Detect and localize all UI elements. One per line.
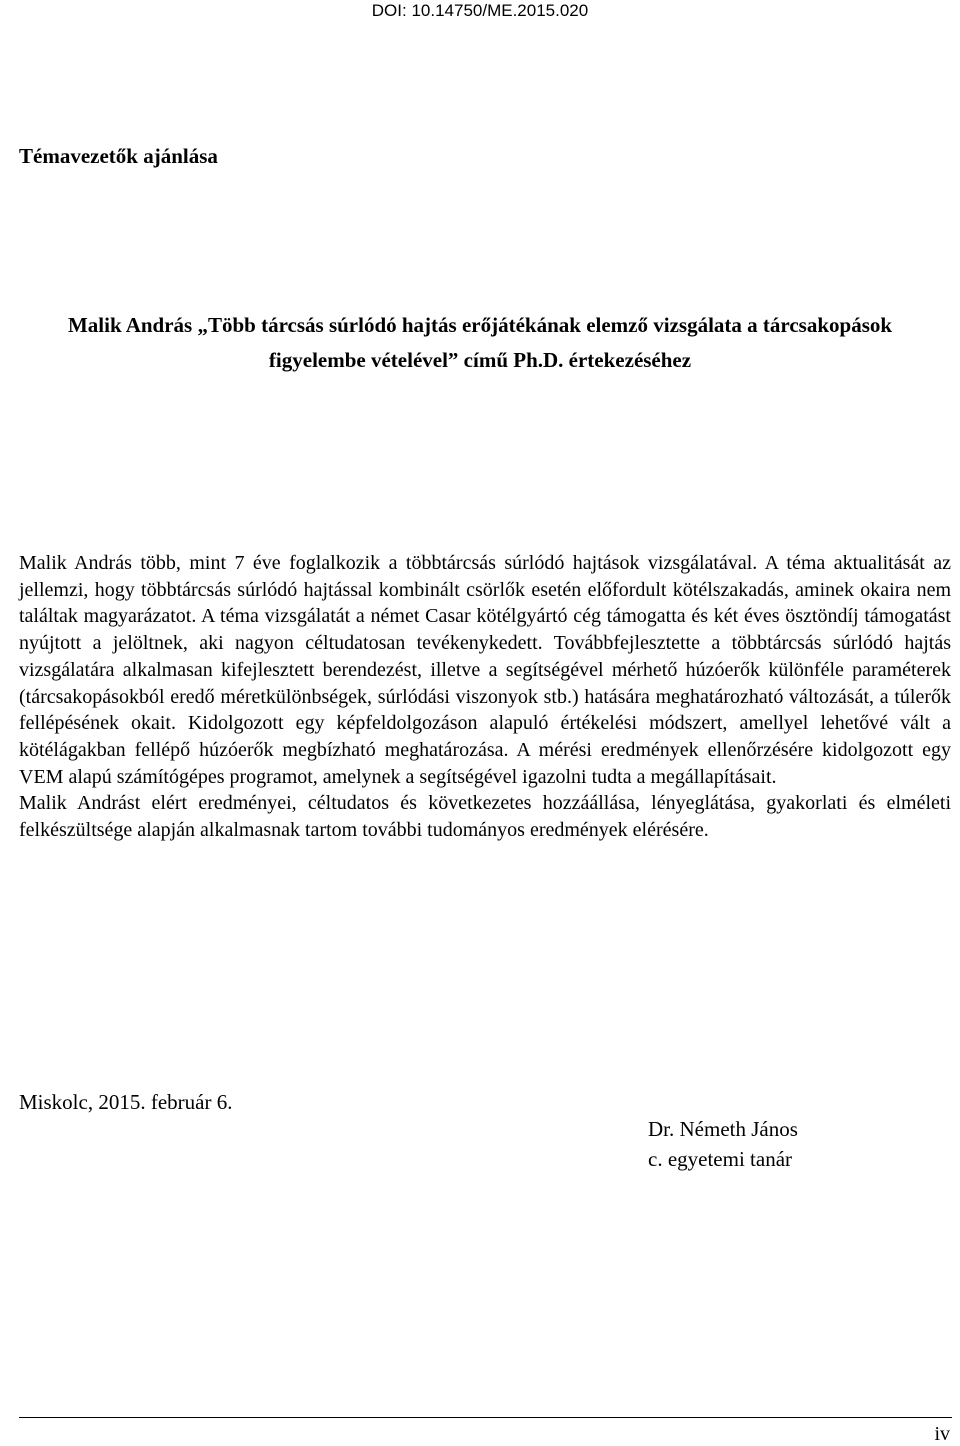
footer-divider (19, 1417, 952, 1418)
page-number: iv (934, 1423, 950, 1445)
dissertation-title-line-1: Malik András „Több tárcsás súrlódó hajtás erőjátékának elemző vizsgálata a tárcsakopások (67, 313, 893, 337)
page-heading: Témavezetők ajánlása (19, 144, 218, 168)
dissertation-title (19, 308, 941, 378)
doi-header: DOI: 10.14750/ME.2015.020 (371, 1, 589, 20)
dissertation-title-line-2: figyelembe vételével” című Ph.D. értekezéséhez (268, 348, 692, 372)
signer-name: Dr. Németh János (648, 1117, 798, 1141)
recommendation-paragraph-1: Malik András több, mint 7 éve foglalkozik a többtárcsás súrlódó hajtások vizsgálatával. A téma aktualitását az jellemzi, hogy többtárcsás súrlódó hajtással kombinált csörlők esetén előfordult kötélszakadás, aminek okaira nem találtak magyarázatot. A téma vizsgálatát a német Casar kötélgyártó cég támogatta és két éves ösztöndíj támogatást nyújtott a jelöltnek, aki nagyon céltudatosan tevékenykedett. Továbbfejlesztette a többtárcsás súrlódó hajtás vizsgálatára alkalmasan kifejlesztett berendezést, illetve a segítségével mérhető húzóerők különféle paraméterek (tárcsakopásokból eredő méretkülönbségek, súrlódási viszonyok stb.) hatására meghatározható változását, a túlerők fellépésének okait. Kidolgozott egy képfeldolgozáson alapuló értékelési módszert, amellyel lehetővé vált a kötélágakban fellépő húzóerők megbízható meghatározása. A mérési eredmények ellenőrzésére kidolgozott egy VEM alapú számítógépes programot, amelynek a segítségével igazolni tudta a megállapításait. (19, 552, 951, 788)
signer-title: c. egyetemi tanár (648, 1147, 793, 1171)
signature-block (648, 1114, 798, 1174)
recommendation-paragraph-2: Malik Andrást elért eredményei, céltudatos és következetes hozzáállása, lényeglátása, gyakorlati és elméleti felkészültsége alapján alkalmasnak tartom további tudományos eredmények elérésére. (19, 792, 951, 842)
place-and-date: Miskolc, 2015. február 6. (19, 1090, 233, 1114)
recommendation-body (19, 550, 951, 844)
